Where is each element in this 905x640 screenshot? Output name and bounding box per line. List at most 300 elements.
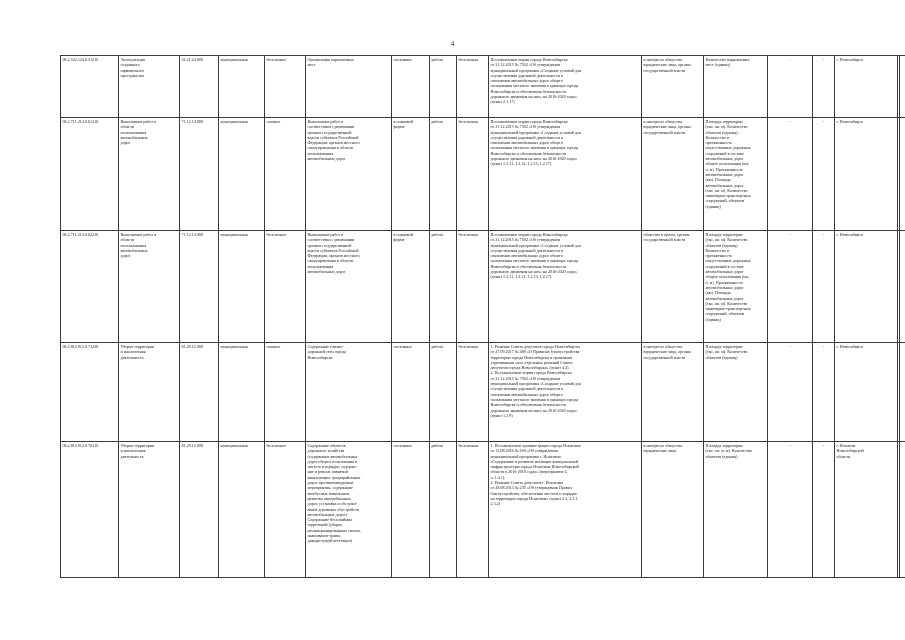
cell-text-line: протяженность <box>705 140 732 146</box>
cell-text-line: области <box>120 237 135 243</box>
services-table <box>60 55 905 578</box>
cell-text-line: на территории города Искитима» (пункт 2.2, 2.5.1, <box>490 495 579 501</box>
cell-text-line: сооружений, объектов <box>705 311 745 317</box>
cell-text-line: объектов (единиц). <box>705 129 739 135</box>
cell-text-line: муниципальной программы «Создание условий для <box>490 381 581 387</box>
cell-text-line: пользования местного значения в границах города <box>490 145 579 151</box>
cell-text-line: парковочного <box>120 67 145 73</box>
cell-text-line: в интересах общества, <box>643 119 683 124</box>
cell-text-line: (пункт 1.2.9) <box>490 412 513 418</box>
cell-text-line: автомобильных <box>120 247 148 253</box>
cell-text-line: (единиц) <box>705 316 721 322</box>
cell-work-mode <box>392 231 430 343</box>
cell-text-line: отношении автомобильных дорог общего <box>490 253 563 259</box>
cell-text-line: муниципальной программы «Создание условий для <box>490 129 581 135</box>
cell-text-line: мест (единиц) <box>705 62 730 68</box>
cell-text-line: - <box>789 344 791 349</box>
cell-text-line: протяженность <box>705 253 732 259</box>
cell-text-line: сооружений, объектов <box>705 198 745 204</box>
cell-text-line: Площадь территории <box>705 443 743 448</box>
cell-text-line: созданного <box>120 62 140 68</box>
cell-locality <box>835 343 898 442</box>
cell-work-mode <box>392 56 430 118</box>
cell-dash <box>768 231 813 343</box>
cell-text-line: Новосибирска и обеспечения безопасности <box>490 402 567 408</box>
cell-text-line: Содержание улично- <box>307 344 344 349</box>
cell-text-line: общего пользования (км, <box>705 161 749 167</box>
table-row <box>61 442 905 578</box>
cell-text-line: форме <box>393 124 405 130</box>
cell-payment-type <box>265 231 306 343</box>
cell-registry-code <box>61 442 119 578</box>
cell-text-line: от 31.12.2015 № 7502 «Об утверждении <box>490 237 560 243</box>
cell-text-line: дорог <box>120 140 131 146</box>
cell-text-line: Уборка территории <box>120 443 155 448</box>
cell-empty <box>900 118 905 231</box>
cell-text-line: разметка автомобильных <box>307 495 352 501</box>
cell-locality <box>835 118 898 231</box>
cell-text-line: области <box>836 453 851 459</box>
cell-text-line: г. Искитим <box>836 443 856 448</box>
cell-text-line: области <box>120 124 135 130</box>
cell-service-level <box>219 231 265 343</box>
table-row <box>61 56 905 118</box>
cell-work-mode <box>392 118 430 231</box>
cell-text-line: г. Новосибирск <box>836 119 863 124</box>
cell-text-line: «Содержание и развитие жилищно-коммунальной <box>490 458 579 464</box>
cell-text-line: инфраструктуры города Искитима Новосибирской <box>490 464 579 470</box>
cell-text-line: автомобильных дорог <box>705 269 744 275</box>
cell-text-line: муниципальная <box>220 119 248 124</box>
cell-text-line: чистоте и порядке, содержа- <box>307 464 357 470</box>
cell-text-line: постоянно <box>393 57 412 62</box>
table-row <box>61 343 905 442</box>
cell-text-line: объектов (единиц) <box>705 453 738 459</box>
cell-text-line: - <box>789 57 791 62</box>
cell-text-line: дорожного движения на них» на 2016-2020 годы» <box>490 156 578 162</box>
cell-text-line: искусственных дорожных <box>705 258 751 264</box>
cell-text-line: Площадь территории <box>705 119 743 124</box>
cell-text-line: пользования местного значения в границах города <box>490 258 579 264</box>
cell-activity-name <box>119 118 180 231</box>
cell-text-line: работа <box>431 443 444 448</box>
cell-text-line: Площадь территории <box>705 232 743 237</box>
cell-text-line: автомобильных дорог <box>705 156 744 162</box>
cell-text-line: искусственных дорожных <box>705 145 751 151</box>
cell-text-line: автомобильных дорог <box>705 171 744 177</box>
cell-text-line: и аналогичная <box>120 349 146 355</box>
cell-text-line: Эксплуатация <box>120 57 145 62</box>
cell-text-line: Содержание объектов <box>307 443 346 448</box>
cell-text-line: г. Новосибирск <box>836 232 863 237</box>
cell-text-line: от 27.09.2017 № 469 «О Правилах благоустройства <box>490 349 580 355</box>
cell-text-line: - <box>822 119 825 124</box>
cell-okved-code <box>180 56 219 118</box>
cell-text-line: Новосибирска <box>307 354 333 360</box>
cell-text-line: 06.2.522.124.0.51210 <box>62 57 99 62</box>
cell-legal-basis <box>489 442 642 578</box>
cell-indicators <box>704 343 768 442</box>
cell-text-line: Новосибирска и обеспечения безопасности <box>490 263 567 269</box>
cell-text-line: дорог общего пользования в <box>307 458 357 464</box>
cell-text-line: бесплатная <box>458 232 478 237</box>
cell-okved-code <box>180 442 219 578</box>
cell-text-line: Федерации, органов местного <box>307 253 360 259</box>
cell-fee <box>457 231 489 343</box>
cell-text-line: автомобильных дорог). <box>307 511 348 517</box>
cell-service-level <box>219 442 265 578</box>
cell-dash <box>813 118 835 231</box>
cell-work-content <box>306 118 392 231</box>
cell-text-line: дорог <box>120 253 131 259</box>
cell-dash <box>813 343 835 442</box>
cell-text-line: от 31.12.2015 № 7502 «Об утверждении <box>490 124 560 130</box>
cell-text-line: дорожного хозяйства <box>307 448 345 454</box>
cell-indicators <box>704 442 768 578</box>
cell-text-line: работа <box>431 344 444 349</box>
cell-activity-name <box>119 442 180 578</box>
cell-service-level <box>219 56 265 118</box>
cell-text-line: пространства <box>120 72 144 78</box>
cell-text-line: муниципальной программы «Создание условий для <box>490 67 581 73</box>
cell-dash <box>813 231 835 343</box>
cell-empty <box>900 56 905 118</box>
cell-text-line: использования <box>120 242 147 248</box>
cell-text-line: 2.3.2) <box>490 501 501 507</box>
cell-text-line: 2. Решение Совета депутатов г. Искитима <box>490 480 564 486</box>
cell-text-line: государственной власти <box>643 67 686 73</box>
cell-text-line: автомобильных дорог <box>307 269 346 275</box>
cell-legal-basis <box>489 56 642 118</box>
cell-text-line: муниципальной программы «Создание условий для <box>490 242 581 248</box>
cell-text-line: Новосибирской <box>836 448 864 454</box>
cell-text-line: государственной власти <box>643 237 686 243</box>
cell-text-line: и аналогичная <box>120 448 146 454</box>
cell-text-line: муниципальная <box>220 57 248 62</box>
cell-payment-type <box>265 56 306 118</box>
cell-fee <box>457 343 489 442</box>
cell-text-line: от 31.12.2015 № 7502 «Об утверждении <box>490 62 560 68</box>
page-number: 4 <box>450 40 455 48</box>
cell-text-line: дорожной сети города <box>307 349 347 355</box>
cell-text-line: объектов (единиц). <box>705 242 739 248</box>
cell-text-line: (тыс. кв. м). Количество <box>705 349 748 355</box>
cell-locality <box>835 442 898 578</box>
cell-text-line: 71.12.14.000 <box>181 232 203 237</box>
cell-registry-code <box>61 231 119 343</box>
cell-text-line: бесплатное <box>266 232 287 237</box>
cell-work-category <box>430 56 457 118</box>
cell-text-line: муниципальная <box>220 232 248 237</box>
cell-text-line: постоянно <box>393 344 412 349</box>
cell-fee <box>457 118 489 231</box>
cell-text-line: дорожного движения на них» на 2016-2020 годы» <box>490 407 578 413</box>
cell-text-line: депутатов города Новосибирска» (пункт 4.2). <box>490 365 570 371</box>
cell-legal-basis <box>489 118 642 231</box>
cell-text-line: благоустройства, обеспечения чистоты и порядка <box>490 490 577 496</box>
cell-text-line: работа <box>431 57 444 62</box>
cell-legal-basis <box>489 343 642 442</box>
cell-indicators <box>704 231 768 343</box>
cell-registry-code <box>61 343 119 442</box>
cell-text-line: юридические лица, органы <box>643 62 691 68</box>
cell-text-line: 1. Постановление администрации города Искитима <box>490 443 581 448</box>
cell-text-line: от 31.12.2015 № 7502 «Об утверждении <box>490 375 560 381</box>
cell-text-line: области в 2016-2018 годах» (мероприятие 4, <box>490 469 568 475</box>
cell-text-line: автобусных павильонов, <box>307 490 351 496</box>
cell-text-line: объектов (единиц) <box>705 354 738 360</box>
cell-text-line: (пункт 2.1.17) <box>490 99 515 105</box>
cell-text-line: соответствии с решениями <box>307 237 355 243</box>
cell-text-line: - <box>822 232 825 237</box>
cell-okved-code <box>180 118 219 231</box>
cell-text-line: Выполнение работ в <box>120 119 157 124</box>
cell-text-line: власти субъектов Российской <box>307 134 359 140</box>
cell-text-line: в интересах общества, <box>643 344 683 349</box>
cell-text-line: (тыс. кв. м). Количество <box>705 300 748 306</box>
cell-text-line: муниципальная <box>220 344 248 349</box>
cell-text-line: - <box>822 443 825 448</box>
cell-text-line: (тыс. кв. м). Количество <box>705 237 748 243</box>
cell-text-line: Выполнение работ в <box>307 232 344 237</box>
cell-consumers <box>642 442 704 578</box>
cell-payment-type <box>265 118 306 231</box>
cell-text-line: платное <box>266 119 281 124</box>
cell-text-line: отношении автомобильных дорог общего <box>490 78 563 84</box>
cell-text-line: окашивание травы, <box>307 533 341 539</box>
cell-text-line: 1. Решение Совета депутатов города Новосибирска <box>490 344 580 349</box>
cell-text-line: юридические лица <box>643 448 677 454</box>
cell-text-line: Выполнение работ в <box>307 119 344 124</box>
cell-work-category <box>430 442 457 578</box>
cell-empty <box>900 442 905 578</box>
cell-dash <box>813 56 835 118</box>
cell-indicators <box>704 118 768 231</box>
cell-text-line: общего пользования (км, <box>705 274 749 280</box>
cell-text-line: инженерно-транспортных <box>705 306 751 312</box>
cell-work-mode <box>392 343 430 442</box>
cell-text-line: осуществления дорожной деятельности в <box>490 386 563 392</box>
cell-text-line: осуществления дорожной деятельности в <box>490 72 563 78</box>
cell-text-line: власти субъектов Российской <box>307 247 359 253</box>
cell-dash <box>768 442 813 578</box>
cell-text-line: инженерно-транспортных <box>705 193 751 199</box>
cell-fee <box>457 56 489 118</box>
cell-text-line: - <box>789 443 791 448</box>
cell-text-line: работа <box>431 232 444 237</box>
cell-text-line: в интересах общества, <box>643 57 683 62</box>
cell-text-line: государственной власти <box>643 129 686 135</box>
cell-text-line: (единиц) <box>705 203 721 209</box>
cell-registry-code <box>61 118 119 231</box>
cell-text-line: Федерации, органов местного <box>307 140 360 146</box>
cell-text-line: юридические лица, органы <box>643 124 691 130</box>
cell-text-line: бесплатная <box>458 344 478 349</box>
table-row <box>61 118 905 231</box>
cell-dash <box>813 442 835 578</box>
cell-text-line: юридические лица, органы <box>643 349 691 355</box>
cell-locality <box>835 231 898 343</box>
cell-text-line: бесплатная <box>458 57 478 62</box>
cell-service-level <box>219 343 265 442</box>
cell-work-category <box>430 343 457 442</box>
cell-dash <box>768 343 813 442</box>
cell-empty <box>900 231 905 343</box>
cell-text-line: 2. Постановление мэрии города Новосибирска <box>490 370 572 376</box>
cell-text-line: муниципальная <box>220 443 248 448</box>
cell-text-line: автомобильных <box>120 134 148 140</box>
cell-text-line: (тыс. кв. м). Количество <box>705 187 748 193</box>
cell-text-line: форме <box>393 237 405 243</box>
cell-text-line: (км). Площадь <box>705 290 731 296</box>
cell-text-line: муниципальной программы г. Искитима <box>490 453 561 459</box>
cell-text-line: осуществления дорожной деятельности в <box>490 247 563 253</box>
cell-text-line: сооружений в составе <box>705 150 744 156</box>
cell-text-line: вание дорожных обустройств <box>307 506 359 512</box>
cell-text-line: автомобильных дорог <box>705 295 744 301</box>
cell-text-line: в плановой <box>393 232 413 237</box>
cell-text-line: - <box>822 57 825 62</box>
cell-text-line: - <box>822 344 825 349</box>
cell-text-line: платное <box>266 344 281 349</box>
cell-text-line: автомобильных дорог <box>307 156 346 162</box>
cell-text-line: органов государственной <box>307 242 352 248</box>
cell-text-line: в плановой <box>393 119 413 124</box>
cell-consumers <box>642 118 704 231</box>
cell-text-line: дикорастущей вегетации) <box>307 538 353 544</box>
cell-payment-type <box>265 442 306 578</box>
cell-text-line: самоуправления в области <box>307 145 354 151</box>
cell-fee <box>457 442 489 578</box>
table-row <box>61 231 905 343</box>
cell-work-content <box>306 231 392 343</box>
cell-text-line: Уборка территории <box>120 344 155 349</box>
cell-text-line: Новосибирска и обеспечения безопасности <box>490 150 567 156</box>
cell-text-line: Количество и <box>705 247 730 253</box>
cell-activity-name <box>119 343 180 442</box>
cell-text-line: территорий (уборка <box>307 522 342 528</box>
cell-consumers <box>642 56 704 118</box>
cell-text-line: использования <box>307 263 334 269</box>
cell-text-line: Новосибирска и обеспечения безопасности <box>490 88 567 94</box>
cell-activity-name <box>119 231 180 343</box>
cell-text-line: Площадь территории <box>705 344 743 349</box>
cell-text-line: Количество парковочных <box>705 57 750 62</box>
cell-text-line: 06.2.711.214.0.62210 <box>62 232 99 237</box>
cell-registry-code <box>61 56 119 118</box>
cell-text-line: работа <box>431 119 444 124</box>
cell-text-line: (км). Площадь <box>705 177 731 183</box>
cell-empty <box>900 343 905 442</box>
cell-text-line: 81.29.12.000 <box>181 443 203 448</box>
cell-text-line: дорог, противопаводковые <box>307 480 354 486</box>
cell-work-content <box>306 442 392 578</box>
cell-text-line: мест <box>307 62 316 68</box>
cell-text-line: - <box>789 232 791 237</box>
cell-work-mode <box>392 442 430 578</box>
cell-text-line: сооружений в составе <box>705 263 744 269</box>
cell-text-line: дорог, установка и обслужи- <box>307 501 358 507</box>
cell-text-line: Выполнение работ в <box>120 232 157 237</box>
cell-text-line: (пункт 1.2.11, 1.2.12, 1.2.13, 1.2.17) <box>490 161 552 167</box>
cell-text-line: бесплатное <box>266 57 287 62</box>
cell-text-line: г. Новосибирск <box>836 344 863 349</box>
cell-text-line: п. м). Протяженность <box>705 166 743 172</box>
cell-text-line: п. 1.4.1). <box>490 474 506 480</box>
cell-text-line: ние и ремонт ливневой <box>307 469 348 475</box>
cell-text-line: автомобильных дорог <box>705 182 744 188</box>
cell-text-line: Постановление мэрии города Новосибирска <box>490 57 568 62</box>
cell-text-line: 52.21.24.000 <box>181 57 203 62</box>
cell-text-line: от 13.08.2016 № 650 «Об утверждении <box>490 448 558 454</box>
cell-consumers <box>642 231 704 343</box>
cell-work-content <box>306 343 392 442</box>
cell-text-line: пользования местного значения в границах города <box>490 83 579 89</box>
cell-text-line: г. Новосибирск <box>836 57 863 62</box>
cell-text-line: постоянно <box>393 443 412 448</box>
cell-text-line: дорожного движения на них» на 2016-2020 годы» <box>490 269 578 275</box>
cell-text-line: - <box>789 119 791 124</box>
cell-text-line: Организация парковочных <box>307 57 354 62</box>
cell-text-line: 71.12.14.000 <box>181 119 203 124</box>
cell-service-level <box>219 118 265 231</box>
cell-text-line: в интересах общества, <box>643 443 683 448</box>
cell-text-line: территории города Новосибирска и признании <box>490 354 572 360</box>
cell-text-line: (тыс. кв. м. м). Количество <box>705 448 753 454</box>
cell-text-line: Содержание бесхозяйных <box>307 517 353 523</box>
cell-text-line: несанкционированных свалок, <box>307 527 361 533</box>
cell-text-line: осуществления дорожной деятельности в <box>490 134 563 140</box>
cell-text-line: (пункт 1.2.11, 1.2.12, 1.2.13, 1.2.17) <box>490 274 552 280</box>
cell-text-line: использования <box>307 150 334 156</box>
cell-text-line: отношении автомобильных дорог общего <box>490 391 563 397</box>
cell-text-line: мероприятия, содержание <box>307 485 353 491</box>
cell-text-line: соответствии с решениями <box>307 124 355 130</box>
cell-text-line: отношении автомобильных дорог общего <box>490 140 563 146</box>
cell-text-line: дорожного движения на них» на 2016-2020 годы» <box>490 94 578 100</box>
cell-work-category <box>430 118 457 231</box>
cell-indicators <box>704 56 768 118</box>
cell-text-line: 06.2.812.912.0.76210 <box>62 443 99 448</box>
cell-text-line: 06.2.812.912.0.71230 <box>62 344 99 349</box>
cell-text-line: (содержание автомобильных <box>307 453 358 459</box>
cell-text-line: органов государственной <box>307 129 352 135</box>
cell-dash <box>768 118 813 231</box>
cell-text-line: самоуправления в области <box>307 258 354 264</box>
cell-text-line: деятельность <box>120 453 144 459</box>
cell-text-line: 81.29.12.000 <box>181 344 203 349</box>
cell-locality <box>835 56 898 118</box>
cell-text-line: автомобильных дорог <box>705 284 744 290</box>
cell-payment-type <box>265 343 306 442</box>
cell-text-line: (тыс. кв. м). Количество <box>705 124 748 130</box>
cell-activity-name <box>119 56 180 118</box>
cell-text-line: 06.2.711.214.0.61210 <box>62 119 99 124</box>
cell-text-line: использования <box>120 129 147 135</box>
cell-dash <box>768 56 813 118</box>
cell-work-category <box>430 231 457 343</box>
cell-legal-basis <box>489 231 642 343</box>
cell-text-line: бесплатное <box>266 443 287 448</box>
cell-text-line: Постановление мэрии города Новосибирска <box>490 232 568 237</box>
cell-okved-code <box>180 343 219 442</box>
cell-text-line: деятельность <box>120 354 144 360</box>
cell-consumers <box>642 343 704 442</box>
cell-text-line: государственной власти <box>643 354 686 360</box>
cell-text-line: бесплатная <box>458 443 478 448</box>
cell-text-line: общество в целом, органы <box>643 232 690 237</box>
table-body <box>61 56 905 578</box>
